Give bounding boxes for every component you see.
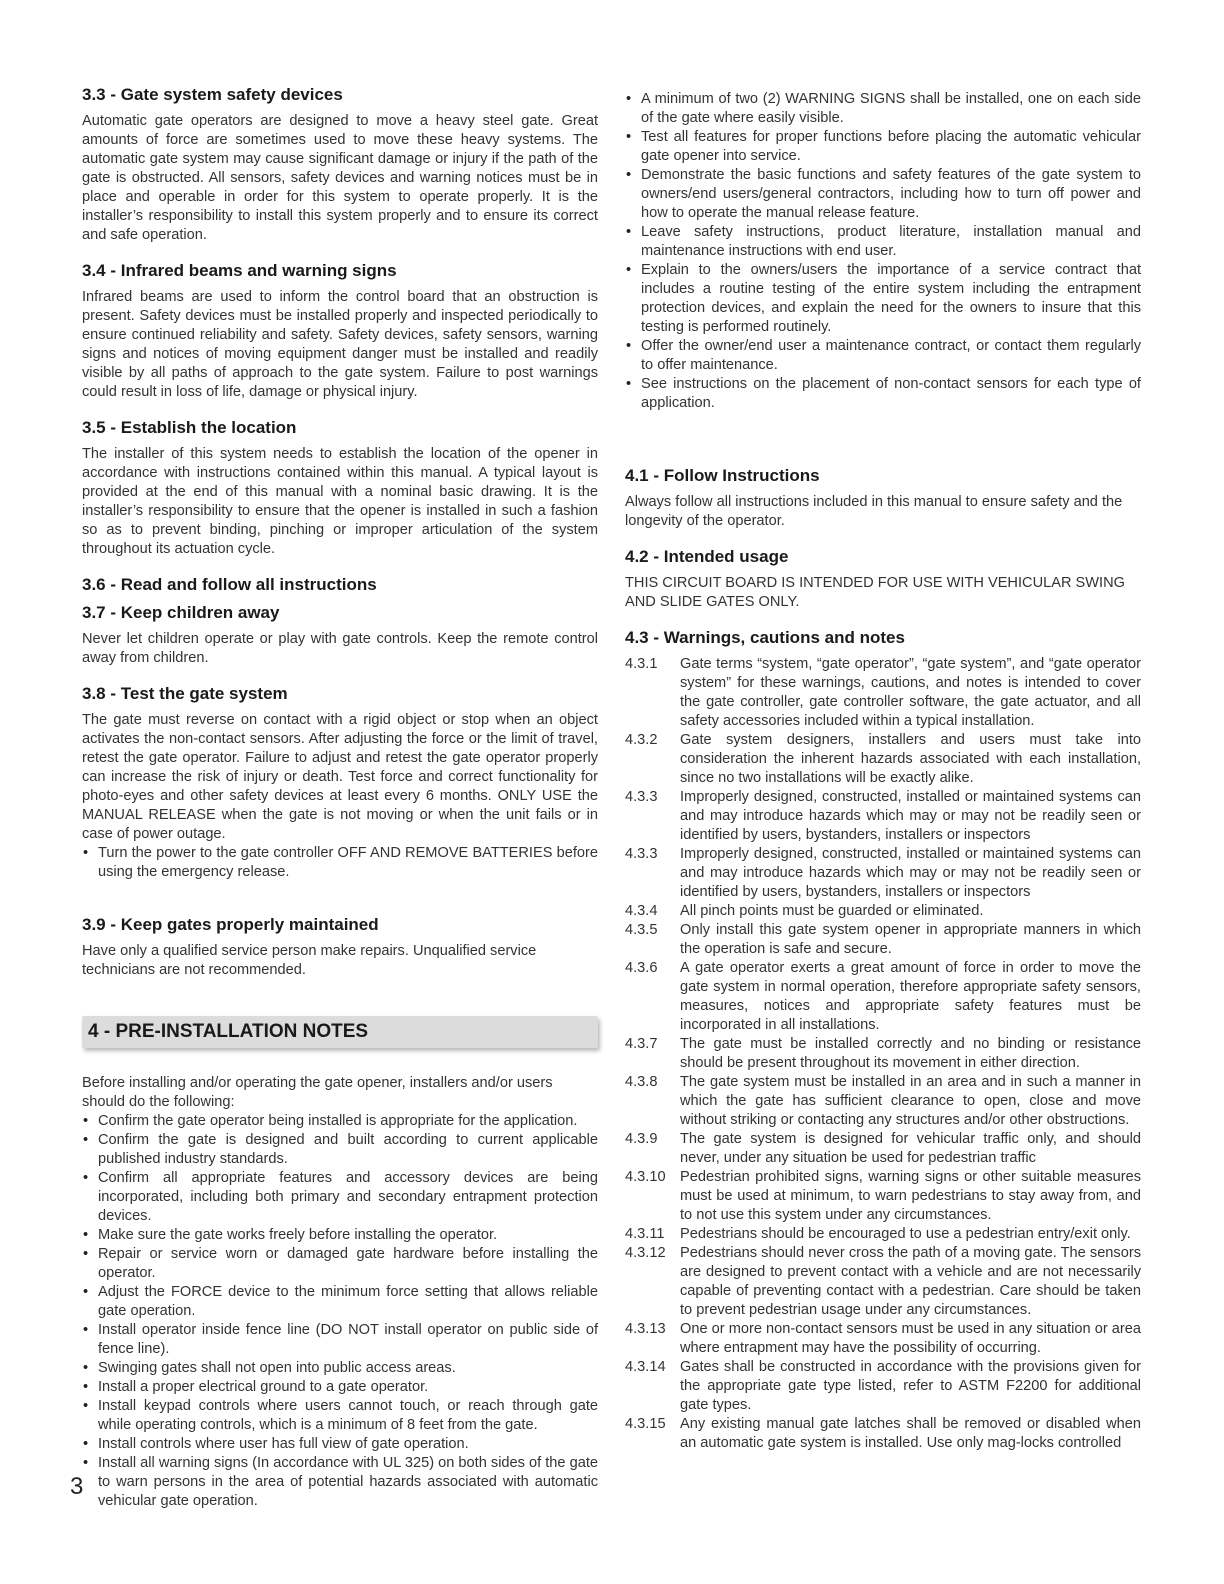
item-text: The gate must be installed correctly and no binding or resistance should be present throughout its movement in either direction. [680,1036,1141,1071]
section-heading: 3.7 - Keep children away [82,603,280,622]
section-heading: 4.1 - Follow Instructions [625,466,820,485]
section-3-9 [82,914,598,980]
section-body: THIS CIRCUIT BOARD IS INTENDED FOR USE WITH VEHICULAR SWING AND SLIDE GATES ONLY. [625,575,1126,610]
list-item: • Adjust the FORCE device to the minimum force setting that allows reliable gate operation. [82,1283,598,1321]
list-item: • Demonstrate the basic functions and safety features of the gate system to owners/end users/general contractors, including how to turn off power and how to operate the manual release feature. [625,166,1141,223]
section-4-1 [625,465,1141,531]
section-4 [82,1074,598,1511]
section-4-2 [625,546,1141,612]
list-item: • Install a proper electrical ground to a gate operator. [82,1378,598,1397]
numbered-item [625,1035,1141,1073]
list-item: • Swinging gates shall not open into public access areas. [82,1359,598,1378]
item-number: 4.3.9 [625,1131,658,1147]
section-heading: 3.5 - Establish the location [82,418,297,437]
numbered-item [625,921,1141,959]
numbered-item [625,1225,1141,1244]
item-text: Improperly designed, constructed, installed or maintained systems can and may introduce hazards which may or may not be readily seen or identified by users, bystanders, installers or inspectors [680,846,1141,900]
list-item: • Install all warning signs (In accordance with UL 325) on both sides of the gate to warn persons in the area of potential hazards associated with automatic vehicular gate operation. [82,1454,598,1511]
item-text: Gate terms “system, “gate operator”, “gate system”, and “gate operator system” for these warnings, cautions, and notes is intended to cover the gate controller, gate controller software, the gate actuator, and all safety accessories included within a typical installation. [680,656,1141,729]
section-heading: 3.3 - Gate system safety devices [82,85,343,104]
numbered-item [625,1320,1141,1358]
item-number: 4.3.8 [625,1074,658,1090]
numbered-item [625,1358,1141,1415]
list-item: • Leave safety instructions, product literature, installation manual and maintenance instructions with end user. [625,223,1141,261]
section-body: Always follow all instructions included in this manual to ensure safety and the longevity of the operator. [625,494,1123,529]
list-item: • Repair or service worn or damaged gate hardware before installing the operator. [82,1245,598,1283]
list-item: • Offer the owner/end user a maintenance contract, or contact them regularly to offer maintenance. [625,337,1141,375]
section-body: Have only a qualified service person make repairs. Unqualified service technicians are not recommended. [82,943,537,978]
list-item: • Install keypad controls where users cannot touch, or reach through gate while operating controls, which is a minimum of 8 feet from the gate. [82,1397,598,1435]
item-text: Pedestrians should be encouraged to use a pedestrian entry/exit only. [680,1226,1131,1242]
section-4-3 [625,627,1141,1453]
bullet-list [82,1112,598,1511]
section-3-7 [82,602,598,668]
right-column [625,90,1141,1453]
list-item: • A minimum of two (2) WARNING SIGNS shall be installed, one on each side of the gate where easily visible. [625,90,1141,128]
section-heading: 4.2 - Intended usage [625,547,789,566]
item-text: Improperly designed, constructed, installed or maintained systems can and may introduce hazards which may or may not be readily seen or identified by users, bystanders, installers or inspectors [680,789,1141,843]
section-heading: 3.4 - Infrared beams and warning signs [82,261,397,280]
item-text: Pedestrians should never cross the path of a moving gate. The sensors are designed to prevent contact with a vehicle and are not necessarily capable of preventing contact with a pedestrian. Care should be taken to prevent pedestrian usage under any circumstances. [680,1245,1141,1318]
list-item: • Make sure the gate works freely before installing the operator. [82,1226,598,1245]
section-body: The gate must reverse on contact with a rigid object or stop when an object activates the non-contact sensors. After adjusting the force or the limit of travel, retest the gate operator. Failure to adjust and retest the gate operator properly can increase the risk of injury or death. Test force and correct functionality for photo-eyes and other safety devices at least every 6 months. ONLY USE the MANUAL RELEASE when the gate is not moving or when the unit fails or in case of power outage. [82,712,598,842]
item-number: 4.3.2 [625,732,658,748]
item-number: 4.3.3 [625,789,658,805]
list-item: • Confirm all appropriate features and accessory devices are being incorporated, including both primary and secondary entrapment protection devices. [82,1169,598,1226]
numbered-item [625,655,1141,731]
page-number: 3 [70,1473,84,1500]
bullet-list [625,90,1141,413]
section-intro: Before installing and/or operating the gate opener, installers and/or users should do the following: [82,1075,553,1110]
numbered-item [625,1130,1141,1168]
item-text: A gate operator exerts a great amount of force in order to move the gate system in normal operation, therefore appropriate safety sensors, measures, notices and appropriate safety features must be incorporated in all installations. [680,960,1141,1033]
section-heading: 3.6 - Read and follow all instructions [82,575,377,594]
list-item: • Install operator inside fence line (DO NOT install operator on public side of fence line). [82,1321,598,1359]
numbered-item [625,1415,1141,1453]
item-number: 4.3.5 [625,922,658,938]
numbered-item [625,959,1141,1035]
item-number: 4.3.1 [625,656,658,672]
list-item: • Install controls where user has full view of gate operation. [82,1435,598,1454]
section-body: Infrared beams are used to inform the control board that an obstruction is present. Safety devices must be installed properly and inspected periodically to ensure continued reliability and safety. Safety devices, safety sensors, warning signs and notices of moving equipment danger must be installed and readily visible by all paths of approach to the gate system. Failure to post warnings could result in loss of life, damage or physical injury. [82,289,598,400]
item-number: 4.3.11 [625,1226,665,1242]
bullet-list [82,844,598,882]
list-item: • Confirm the gate operator being installed is appropriate for the application. [82,1112,598,1131]
list-item: • Turn the power to the gate controller OFF AND REMOVE BATTERIES before using the emergency release. [82,844,598,882]
list-item: • See instructions on the placement of non-contact sensors for each type of application. [625,375,1141,413]
section-3-5 [82,417,598,559]
section-heading: 4.3 - Warnings, cautions and notes [625,628,905,647]
section-3-6 [82,574,598,596]
item-number: 4.3.7 [625,1036,658,1052]
item-text: All pinch points must be guarded or eliminated. [680,903,984,919]
numbered-item [625,1244,1141,1320]
numbered-item [625,731,1141,788]
numbered-item [625,788,1141,845]
section-body: The installer of this system needs to establish the location of the opener in accordance with instructions contained within this manual. A typical layout is provided at the end of this manual with a nominal basic drawing. It is the installer’s responsibility to ensure that the opener is installed in such a fashion so as to prevent binding, pinching or improper articulation of the system throughout its actuation cycle. [82,446,598,557]
item-number: 4.3.12 [625,1245,666,1261]
item-number: 4.3.13 [625,1321,666,1337]
numbered-list [625,655,1141,1453]
numbered-item [625,1073,1141,1130]
item-text: One or more non-contact sensors must be used in any situation or area where entrapment may have the possibility of occurring. [680,1321,1141,1356]
item-number: 4.3.3 [625,846,658,862]
item-number: 4.3.4 [625,903,658,919]
item-number: 4.3.10 [625,1169,666,1185]
item-text: Only install this gate system opener in appropriate manners in which the operation is safe and secure. [680,922,1141,957]
section-heading: 3.8 - Test the gate system [82,684,288,703]
item-number: 4.3.6 [625,960,658,976]
section-3-3 [82,84,598,245]
section-body: Automatic gate operators are designed to move a heavy steel gate. Great amounts of force are sometimes used to move these heavy systems. The automatic gate system may cause significant damage or injury if the path of the gate is obstructed. All sensors, safety devices and warning notices must be in place and operable in order for this system to operate properly. It is the installer’s responsibility to install this system properly and to ensure its correct and safe operation. [82,113,598,243]
item-text: Any existing manual gate latches shall be removed or disabled when an automatic gate system is installed. Use only mag-locks controlled [680,1416,1141,1451]
section-3-8 [82,683,598,882]
item-text: Gates shall be constructed in accordance with the provisions given for the appropriate gate type listed, refer to ASTM F2200 for additional gate types. [680,1359,1141,1413]
item-number: 4.3.14 [625,1359,666,1375]
item-text: Gate system designers, installers and users must take into consideration the inherent hazards associated with each installation, since no two installations will be exactly alike. [680,732,1141,786]
item-text: The gate system must be installed in an area and in such a manner in which the gate has sufficient clearance to open, close and move without striking or contacting any structures and/or other obstructions. [680,1074,1141,1128]
section-heading: 3.9 - Keep gates properly maintained [82,915,379,934]
item-text: The gate system is designed for vehicular traffic only, and should never, under any situation be used for pedestrian traffic [680,1131,1141,1166]
numbered-item [625,845,1141,902]
section-body: Never let children operate or play with gate controls. Keep the remote control away from children. [82,631,598,666]
numbered-item [625,902,1141,921]
list-item: • Confirm the gate is designed and built according to current applicable published industry standards. [82,1131,598,1169]
item-text: Pedestrian prohibited signs, warning signs or other suitable measures must be used at minimum, to warn pedestrians to stay away from, and to not use this system under any circumstances. [680,1169,1141,1223]
left-column [82,84,598,1511]
list-item: • Explain to the owners/users the importance of a service contract that includes a routine testing of the entire system including the entrapment protection devices, and explain the need for the owners to insure that this testing is performed routinely. [625,261,1141,337]
item-number: 4.3.15 [625,1416,666,1432]
list-item: • Test all features for proper functions before placing the automatic vehicular gate opener into service. [625,128,1141,166]
numbered-item [625,1168,1141,1225]
section-banner: 4 - PRE-INSTALLATION NOTES [82,1016,598,1048]
section-3-4 [82,260,598,402]
